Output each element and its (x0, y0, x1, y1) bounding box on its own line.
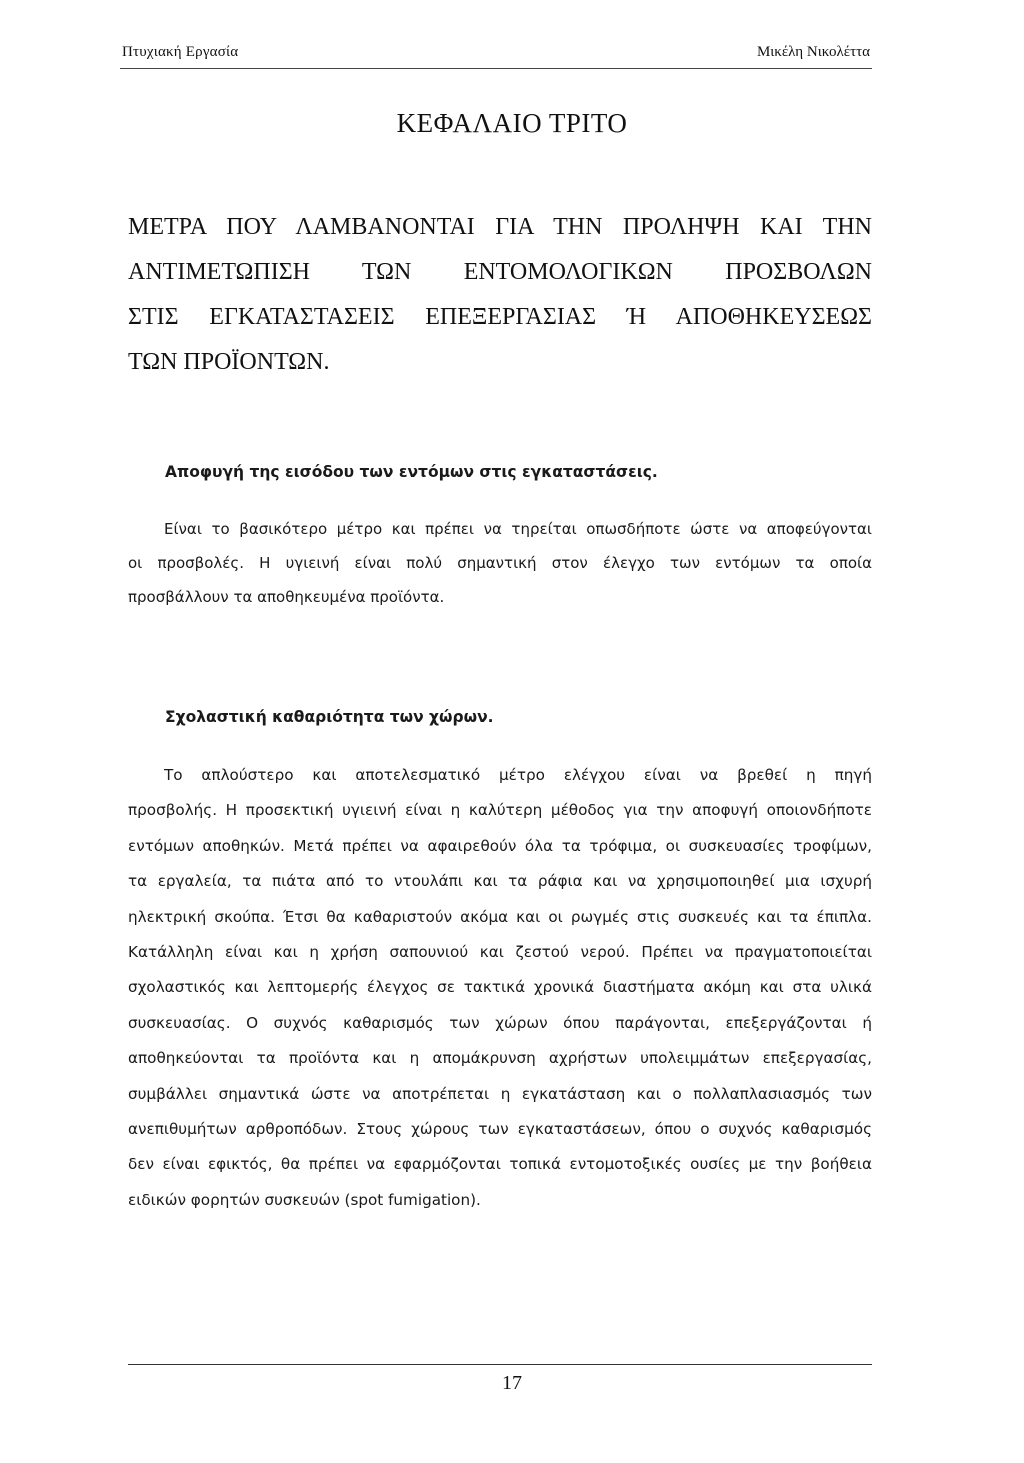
paragraph-line: εντόμων αποθηκών. Μετά πρέπει να αφαιρεθούν όλα τα τρόφιμα, οι συσκευασίες τροφίμων, (128, 836, 872, 855)
footer-divider (128, 1364, 872, 1365)
chapter-heading: ΚΕΦΑΛΑΙΟ ΤΡΙΤΟ (396, 108, 628, 138)
paragraph-line: τα εργαλεία, τα πιάτα από το ντουλάπι και τα ράφια και να χρησιμοποιηθεί μια ισχυρή (128, 872, 872, 891)
paragraph-line: προσβάλλουν τα αποθηκευμένα προϊόντα. (128, 588, 445, 606)
paragraph-line: αποθηκεύονται τα προϊόντα και η απομάκρυνση αχρήστων υπολειμμάτων επεξεργασίας, (128, 1049, 872, 1068)
chapter-title-line: ΜΕΤΡΑ ΠΟΥ ΛΑΜΒΑΝΟΝΤΑΙ ΓΙΑ ΤΗΝ ΠΡΟΛΗΨΗ ΚΑΙ ΤΗΝ (128, 214, 872, 240)
page-number: 17 (502, 1372, 522, 1394)
paragraph-line: Το απλούστερο και αποτελεσματικό μέτρο ελέγχου είναι να βρεθεί η πηγή (164, 766, 872, 784)
header-left-text: Πτυχιακή Εργασία (122, 44, 239, 60)
paragraph-line: συσκευασίας. Ο συχνός καθαρισμός των χώρων όπου παράγονται, επεξεργάζονται ή (128, 1013, 872, 1032)
paragraph-line: συμβάλλει σημαντικά ώστε να αποτρέπεται η εγκατάσταση και ο πολλαπλασιασμός των (128, 1084, 872, 1103)
paragraph-line: ειδικών φορητών συσκευών (spot fumigation). (128, 1190, 481, 1209)
paragraph-line: Κατάλληλη είναι και η χρήση σαπουνιού και ζεστού νερού. Πρέπει να πραγματοποιείται (128, 943, 872, 962)
chapter-title-line: ΣΤΙΣ ΕΓΚΑΤΑΣΤΑΣΕΙΣ ΕΠΕΞΕΡΓΑΣΙΑΣ Ή ΑΠΟΘΗΚΕΥΣΕΩΣ (128, 304, 872, 330)
section-1-paragraph (128, 512, 872, 614)
paragraph-line: σχολαστικός και λεπτομερής έλεγχος σε τακτικά χρονικά διαστήματα ακόμη και στα υλικά (128, 978, 872, 997)
chapter-title-line: ΑΝΤΙΜΕΤΩΠΙΣΗ ΤΩΝ ΕΝΤΟΜΟΛΟΓΙΚΩΝ ΠΡΟΣΒΟΛΩΝ (128, 259, 872, 285)
header-right-text: Μικέλη Νικολέττα (756, 44, 870, 60)
section-2-paragraph (128, 758, 872, 1218)
paragraph-line: οι προσβολές. Η υγιεινή είναι πολύ σημαντική στον έλεγχο των εντόμων τα οποία (128, 554, 872, 572)
paragraph-line: Είναι το βασικότερο μέτρο και πρέπει να τηρείται οπωσδήποτε ώστε να αποφεύγονται (164, 520, 872, 538)
paragraph-line: προσβολής. Η προσεκτική υγιεινή είναι η καλύτερη μέθοδος για την αποφυγή οποιονδήποτε (128, 801, 872, 820)
running-header (120, 40, 872, 69)
section-heading-1: Αποφυγή της εισόδου των εντόμων στις εγκαταστάσεις. (165, 463, 658, 481)
paragraph-line: ανεπιθυμήτων αρθροπόδων. Στους χώρους των εγκαταστάσεων, όπου ο συχνός καθαρισμός (128, 1120, 872, 1139)
paragraph-line: ηλεκτρική σκούπα. Έτσι θα καθαριστούν ακόμα και οι ρωγμές στις συσκευές και τα έπιπλα. (128, 907, 872, 926)
paragraph-line: δεν είναι εφικτός, θα πρέπει να εφαρμόζονται τοπικά εντομοτοξικές ουσίες με την βοήθεια (128, 1155, 872, 1174)
section-heading-2: Σχολαστική καθαριότητα των χώρων. (165, 708, 494, 726)
chapter-title-line: ΤΩΝ ΠΡΟΪΟΝΤΩΝ. (128, 349, 330, 375)
chapter-title (128, 205, 872, 385)
